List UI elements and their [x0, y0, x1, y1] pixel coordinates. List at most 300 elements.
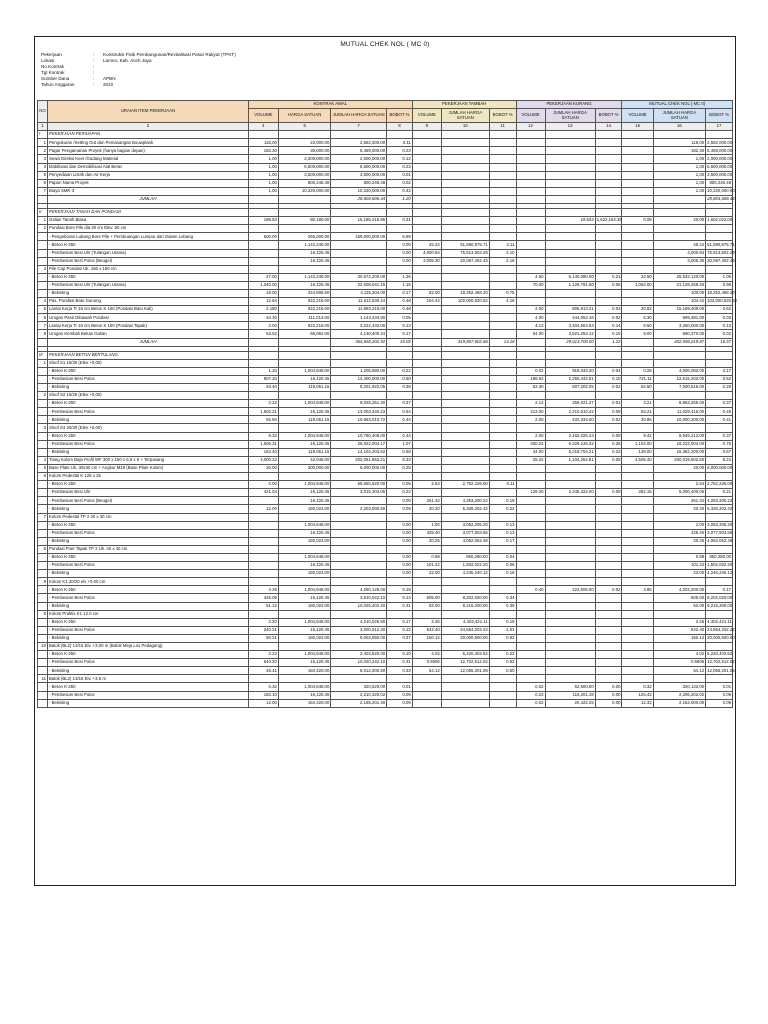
- value-cell: 2,162,025.23: [545, 432, 595, 440]
- item-number: 2: [38, 225, 48, 233]
- column-number: 16: [653, 123, 705, 131]
- value-cell: [595, 618, 622, 626]
- value-cell: [595, 659, 622, 667]
- value-cell: [622, 225, 653, 233]
- value-cell: [412, 179, 441, 187]
- value-cell: 22.50: [622, 273, 653, 281]
- value-cell: [441, 171, 489, 179]
- table-row: [38, 322, 733, 330]
- value-cell: [248, 392, 278, 400]
- value-cell: [545, 634, 595, 642]
- value-cell: [412, 139, 441, 147]
- value-cell: [278, 643, 330, 651]
- value-cell: [441, 400, 489, 408]
- value-cell: 20,087,402.43: [441, 257, 489, 265]
- item-number: [38, 618, 48, 626]
- value-cell: [441, 392, 489, 400]
- value-cell: [545, 351, 595, 359]
- value-cell: [248, 513, 278, 521]
- value-cell: 0.38: [489, 602, 516, 610]
- value-cell: 3,500,000.00: [278, 171, 330, 179]
- value-cell: 8,012,000.50: [331, 667, 387, 675]
- value-cell: [516, 553, 545, 561]
- value-cell: [595, 545, 622, 553]
- item-number: 7: [38, 322, 48, 330]
- value-cell: [489, 273, 516, 281]
- value-cell: 3,015,303.05: [331, 489, 387, 497]
- item-number: [38, 586, 48, 594]
- value-cell: [545, 139, 595, 147]
- header-volume: VOLUME: [412, 109, 441, 123]
- value-cell: [516, 249, 545, 257]
- value-cell: 4.26: [248, 586, 278, 594]
- value-cell: 0.10: [595, 375, 622, 383]
- value-cell: [545, 675, 595, 683]
- value-cell: 3,510,022.10: [331, 594, 387, 602]
- item-number: 9: [38, 610, 48, 618]
- item-description: - Bekisting: [48, 634, 249, 642]
- column-number: 6: [278, 123, 330, 131]
- header-jumlah-harga: JUMLAH HARGA SATUAN: [653, 109, 705, 123]
- value-cell: [516, 225, 545, 233]
- header-bobot: BOBOT %: [489, 109, 516, 123]
- colon-separator: :: [93, 58, 95, 64]
- value-cell: [441, 545, 489, 553]
- value-cell: [412, 683, 441, 691]
- value-cell: [331, 521, 387, 529]
- table-row: [38, 626, 733, 634]
- value-cell: [387, 578, 413, 586]
- value-cell: 850,280.00: [706, 553, 733, 561]
- header-pekerjaan-kurang: PEKERJAAN KURANG: [516, 101, 622, 109]
- item-number: 3: [38, 424, 48, 432]
- value-cell: 0.17: [387, 330, 413, 338]
- value-cell: 1.20: [248, 367, 278, 375]
- item-description: - Beton K-250: [48, 432, 249, 440]
- value-cell: [706, 209, 733, 217]
- table-row: [38, 651, 733, 659]
- project-info-label: Sumber Dana: [41, 76, 70, 82]
- column-number: 2: [48, 123, 249, 131]
- value-cell: [489, 163, 516, 171]
- value-cell: 54.00: [516, 330, 545, 338]
- value-cell: 1,602.21: [248, 408, 278, 416]
- value-cell: [412, 171, 441, 179]
- value-cell: [387, 351, 413, 359]
- value-cell: 62.30: [516, 384, 545, 392]
- value-cell: 150.12: [653, 634, 705, 642]
- value-cell: [595, 179, 622, 187]
- value-cell: 1,142,240.00: [278, 241, 330, 249]
- value-cell: 16,120.45: [278, 440, 330, 448]
- value-cell: 3,077,503.55: [706, 529, 733, 537]
- value-cell: [622, 187, 653, 195]
- table-row: [38, 521, 733, 529]
- item-description: - Bekisting: [48, 570, 249, 578]
- value-cell: 0.15: [595, 330, 622, 338]
- table-row: [38, 400, 733, 408]
- value-cell: 0.00: [387, 257, 413, 265]
- value-cell: 28,804,606.44: [331, 195, 387, 203]
- item-number: [38, 338, 48, 346]
- value-cell: 259,021.27: [545, 400, 595, 408]
- table-row: [38, 537, 733, 545]
- value-cell: 444,052.16: [545, 314, 595, 322]
- value-cell: 51,590,875.71: [441, 241, 489, 249]
- value-cell: 9.00: [622, 330, 653, 338]
- item-description: Balok (BL2) 13/15 Elv. +3,5 m: [48, 675, 249, 683]
- value-cell: 18.00: [248, 289, 278, 297]
- value-cell: 4,130,400.24: [331, 330, 387, 338]
- value-cell: [441, 131, 489, 139]
- value-cell: [441, 489, 489, 497]
- value-cell: 51,590,875.71: [706, 241, 733, 249]
- value-cell: 0.18: [489, 618, 516, 626]
- item-number: [38, 570, 48, 578]
- value-cell: 0.02: [516, 683, 545, 691]
- value-cell: [545, 241, 595, 249]
- value-cell: [595, 233, 622, 241]
- project-info-label: Tahun Anggaran: [41, 82, 75, 88]
- item-description: - Bekisting: [48, 505, 249, 513]
- header-harga-satuan: HARGA SATUAN: [278, 109, 330, 123]
- item-number: [38, 683, 48, 691]
- item-description: Sewa Direksi Keet /Gudang Material: [48, 155, 249, 163]
- table-body: [38, 131, 737, 708]
- value-cell: [441, 322, 489, 330]
- value-cell: 62,500.00: [545, 683, 595, 691]
- value-cell: [331, 351, 387, 359]
- item-number: [38, 195, 48, 203]
- value-cell: 0.08: [622, 217, 653, 225]
- value-cell: [595, 147, 622, 155]
- value-cell: 0.31: [387, 217, 413, 225]
- value-cell: 66,062.00: [278, 330, 330, 338]
- item-description: - Pembesian Besi Polos: [48, 626, 249, 634]
- value-cell: 0.33: [387, 667, 413, 675]
- value-cell: 5,220,402.52: [441, 651, 489, 659]
- value-cell: 202,051,853.21: [331, 456, 387, 464]
- value-cell: 18,252,458.20: [706, 289, 733, 297]
- value-cell: [412, 392, 441, 400]
- value-cell: [595, 241, 622, 249]
- spreadsheet-sheet: [34, 36, 736, 886]
- value-cell: [331, 675, 387, 683]
- value-cell: [441, 683, 489, 691]
- value-cell: [595, 131, 622, 139]
- value-cell: 1,602,022.00: [706, 217, 733, 225]
- value-cell: 16,120.45: [278, 691, 330, 699]
- value-cell: 3,404,604.53: [545, 322, 595, 330]
- table-row: [38, 187, 733, 195]
- value-cell: 0.00: [387, 241, 413, 249]
- value-cell: 0.45: [706, 408, 733, 416]
- value-cell: [653, 195, 705, 203]
- value-cell: [441, 699, 489, 707]
- value-cell: [516, 424, 545, 432]
- value-cell: [412, 155, 441, 163]
- item-description: Biaya SMK-3: [48, 187, 249, 195]
- value-cell: [278, 209, 330, 217]
- item-description: - Pembesian Besi Ulir: [48, 489, 249, 497]
- value-cell: [441, 384, 489, 392]
- value-cell: [516, 257, 545, 265]
- value-cell: 1.22: [595, 338, 622, 346]
- value-cell: 7,000,516.00: [653, 384, 705, 392]
- value-cell: 6,500,000.00: [331, 163, 387, 171]
- value-cell: 0.09: [387, 699, 413, 707]
- value-cell: 8,202,020.00: [706, 594, 733, 602]
- item-description: - Bekisting: [48, 699, 249, 707]
- value-cell: 20.20: [412, 505, 441, 513]
- table-row: [38, 529, 733, 537]
- value-cell: 12,515,202.00: [653, 375, 705, 383]
- value-cell: 20,000,500.00: [441, 634, 489, 642]
- item-description: PEKERJAAN BETON BERTULANG: [48, 351, 249, 359]
- header-pekerjaan-tambah: PEKERJAAN TAMBAH: [412, 101, 516, 109]
- value-cell: 184,420.00: [278, 699, 330, 707]
- value-cell: 15,199,409.00: [653, 306, 705, 314]
- value-cell: 45.22: [653, 241, 705, 249]
- item-number: [38, 281, 48, 289]
- item-description: JUMLAH: [48, 338, 249, 346]
- value-cell: [441, 209, 489, 217]
- value-cell: [489, 306, 516, 314]
- item-number: [38, 289, 48, 297]
- column-number-row: [38, 123, 733, 131]
- value-cell: [595, 497, 622, 505]
- value-cell: [622, 209, 653, 217]
- value-cell: 182.30: [248, 147, 278, 155]
- value-cell: [653, 610, 705, 618]
- value-cell: [489, 384, 516, 392]
- value-cell: [412, 265, 441, 273]
- table-row: [38, 489, 733, 497]
- value-cell: 0.01: [595, 400, 622, 408]
- table-row: [38, 691, 733, 699]
- value-cell: 0.32: [622, 683, 653, 691]
- value-cell: [412, 578, 441, 586]
- value-cell: [545, 562, 595, 570]
- value-cell: [441, 163, 489, 171]
- value-cell: 13,003,340.23: [331, 408, 387, 416]
- value-cell: [441, 375, 489, 383]
- value-cell: [516, 521, 545, 529]
- value-cell: 14,400,000.00: [331, 375, 387, 383]
- table-row: [38, 448, 733, 456]
- value-cell: 30,672,200.00: [331, 273, 387, 281]
- value-cell: [278, 513, 330, 521]
- value-cell: [653, 675, 705, 683]
- colon-separator: :: [93, 70, 95, 76]
- value-cell: 1,502,022.20: [441, 562, 489, 570]
- value-cell: [412, 400, 441, 408]
- subtotal-row: [38, 195, 733, 203]
- value-cell: 0.12: [387, 626, 413, 634]
- value-cell: [622, 179, 653, 187]
- table-row: [38, 257, 733, 265]
- item-number: [38, 626, 48, 634]
- value-cell: 402,096,019.87: [653, 338, 705, 346]
- value-cell: [653, 578, 705, 586]
- value-cell: [545, 179, 595, 187]
- value-cell: 507,202.05: [545, 384, 595, 392]
- value-cell: 9,201,922.05: [331, 384, 387, 392]
- item-number: [38, 562, 48, 570]
- colon-separator: :: [93, 82, 95, 88]
- value-cell: 2,152,000.00: [653, 699, 705, 707]
- value-cell: [622, 351, 653, 359]
- value-cell: [489, 265, 516, 273]
- value-cell: [412, 456, 441, 464]
- value-cell: [545, 570, 595, 578]
- item-number: [38, 233, 48, 241]
- value-cell: [622, 392, 653, 400]
- value-cell: 0.00: [595, 691, 622, 699]
- value-cell: 4,402,421.11: [441, 618, 489, 626]
- item-number: 5: [38, 306, 48, 314]
- value-cell: [248, 521, 278, 529]
- value-cell: [412, 322, 441, 330]
- item-description: Kolom Praktis K1 12.0 cm: [48, 610, 249, 618]
- value-cell: [595, 570, 622, 578]
- value-cell: 129.20: [516, 489, 545, 497]
- value-cell: 265,000.00: [278, 233, 330, 241]
- table-row: [38, 594, 733, 602]
- value-cell: 421.04: [248, 489, 278, 497]
- value-cell: [489, 586, 516, 594]
- value-cell: 20.25: [653, 537, 705, 545]
- value-cell: 185.02: [516, 375, 545, 383]
- value-cell: 20.52: [622, 306, 653, 314]
- table-row: [38, 314, 733, 322]
- value-cell: [595, 578, 622, 586]
- value-cell: 800,246.48: [706, 179, 733, 187]
- item-number: [38, 497, 48, 505]
- value-cell: 0.48: [387, 306, 413, 314]
- value-cell: [489, 578, 516, 586]
- value-cell: 8.50: [622, 322, 653, 330]
- item-number: [38, 241, 48, 249]
- value-cell: 240.21: [248, 626, 278, 634]
- value-cell: 27.00: [248, 273, 278, 281]
- value-cell: 1,004,648.00: [278, 432, 330, 440]
- item-description: - Pembesian Besi Ulir (Tulangan Utama): [48, 281, 249, 289]
- value-cell: 0.10: [387, 651, 413, 659]
- value-cell: 19.533: [545, 217, 595, 225]
- value-cell: [545, 424, 595, 432]
- value-cell: [248, 241, 278, 249]
- item-number: [38, 667, 48, 675]
- item-description: - Bekisting: [48, 384, 249, 392]
- value-cell: [545, 626, 595, 634]
- item-number: [38, 659, 48, 667]
- value-cell: [331, 570, 387, 578]
- value-cell: [441, 408, 489, 416]
- value-cell: [706, 233, 733, 241]
- value-cell: [595, 249, 622, 257]
- value-cell: [489, 408, 516, 416]
- value-cell: [489, 281, 516, 289]
- value-cell: [412, 187, 441, 195]
- value-cell: [545, 594, 595, 602]
- item-description: Galian Tanah Biasa: [48, 217, 249, 225]
- value-cell: 126.42: [622, 691, 653, 699]
- value-cell: [622, 147, 653, 155]
- value-cell: 15,185,215.86: [331, 217, 387, 225]
- value-cell: [278, 195, 330, 203]
- value-cell: [622, 131, 653, 139]
- value-cell: [545, 209, 595, 217]
- value-cell: 3,222,432.00: [331, 322, 387, 330]
- value-cell: 0.38: [387, 384, 413, 392]
- value-cell: 261.32: [653, 497, 705, 505]
- value-cell: 0.14: [387, 594, 413, 602]
- project-info-value: APBN: [103, 76, 116, 82]
- value-cell: 5,328,202.42: [441, 505, 489, 513]
- value-cell: [248, 249, 278, 257]
- item-description: Mobilisasi dan Demobilisasi Alat Berat: [48, 163, 249, 171]
- value-cell: [489, 424, 516, 432]
- table-row: [38, 513, 733, 521]
- value-cell: 3,260,000.00: [653, 322, 705, 330]
- value-cell: 55,650,620.00: [331, 481, 387, 489]
- value-cell: [412, 338, 441, 346]
- table-row: [38, 505, 733, 513]
- value-cell: [278, 610, 330, 618]
- value-cell: 0.09: [595, 489, 622, 497]
- column-number: 7: [331, 123, 387, 131]
- item-description: Lantai Kerja Tr 15 cm Beton K 100 (Pondasi Tapak): [48, 322, 249, 330]
- value-cell: [412, 416, 441, 424]
- value-cell: [653, 424, 705, 432]
- value-cell: [441, 691, 489, 699]
- value-cell: [622, 473, 653, 481]
- value-cell: [622, 594, 653, 602]
- value-cell: [622, 562, 653, 570]
- value-cell: 16,120.45: [278, 257, 330, 265]
- value-cell: 52.00: [412, 602, 441, 610]
- value-cell: [653, 545, 705, 553]
- value-cell: 0.18: [387, 586, 413, 594]
- value-cell: [516, 179, 545, 187]
- item-number: 5: [38, 464, 48, 472]
- value-cell: [545, 618, 595, 626]
- item-number: [38, 594, 48, 602]
- value-cell: [278, 424, 330, 432]
- value-cell: [545, 195, 595, 203]
- value-cell: 4.50: [516, 273, 545, 281]
- value-cell: [248, 225, 278, 233]
- table-row: [38, 298, 733, 306]
- value-cell: 0.22: [489, 651, 516, 659]
- project-info-label: No Kontrak: [41, 64, 64, 70]
- value-cell: [622, 505, 653, 513]
- value-cell: 13.18: [489, 338, 516, 346]
- value-cell: 364,658,202.92: [331, 338, 387, 346]
- value-cell: [441, 643, 489, 651]
- value-cell: [412, 513, 441, 521]
- value-cell: [516, 209, 545, 217]
- value-cell: 640.20: [248, 659, 278, 667]
- value-cell: [545, 289, 595, 297]
- value-cell: 0.03: [706, 314, 733, 322]
- item-description: Balok (BL2) 13/15 Elv. +3,00 m (Balok Meja Los Pedagang): [48, 643, 249, 651]
- value-cell: 0.25: [387, 464, 413, 472]
- table-row: [38, 171, 733, 179]
- value-cell: [412, 330, 441, 338]
- value-cell: 0.11: [387, 139, 413, 147]
